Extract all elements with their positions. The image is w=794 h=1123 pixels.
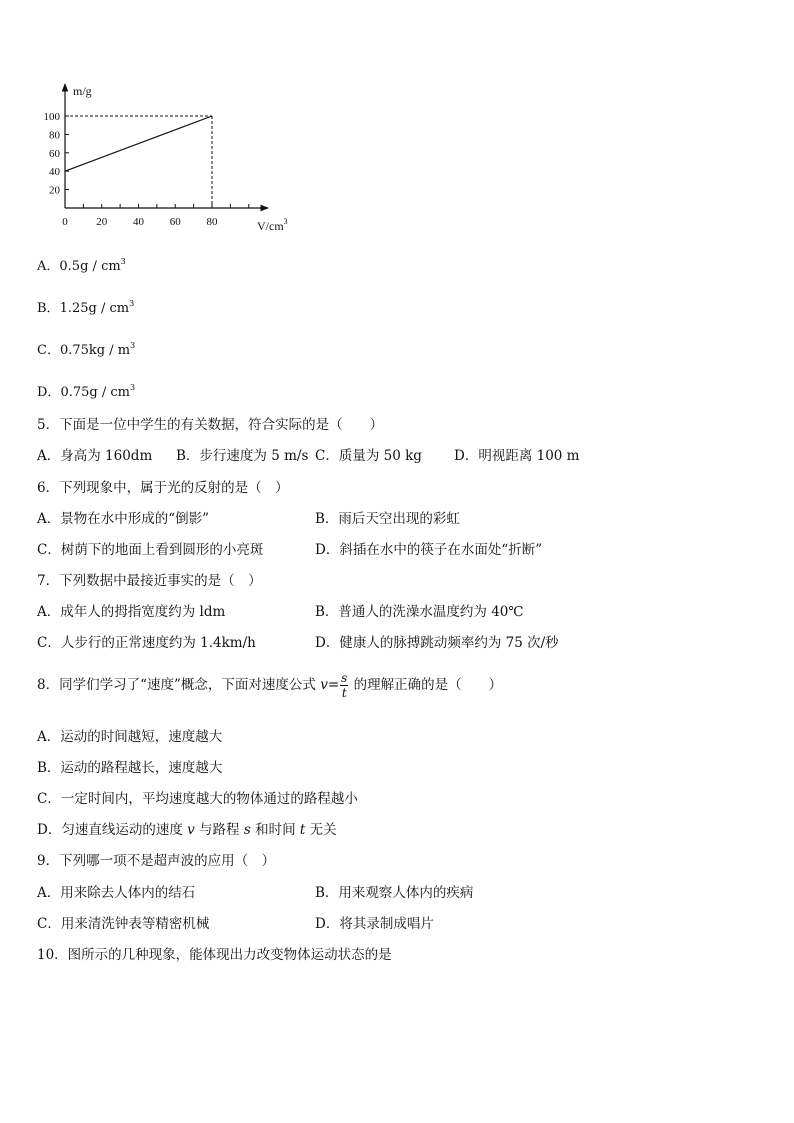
q9-option-d: D．将其录制成唱片 (315, 916, 434, 932)
x-axis-label: $V/cm^3$ (257, 217, 288, 233)
data-series-line (65, 116, 212, 171)
y-tick-label: 60 (49, 147, 60, 160)
q8-option-a: A．运动的时间越短，速度越大 (37, 729, 223, 745)
x-tick-label: 80 (206, 216, 218, 228)
q5-option-b: B．步行速度为 5 m/s (176, 448, 309, 464)
q10-stem: 10．图所示的几种现象，能体现出力改变物体运动状态的是 (37, 947, 392, 963)
q6-option-b: B．雨后天空出现的彩虹 (315, 511, 460, 527)
y-tick-label: 40 (49, 166, 60, 179)
q9-stem: 9．下列哪一项不是超声波的应用（ ） (37, 853, 276, 869)
q7-option-a: A．成年人的拇指宽度约为 ldm (37, 604, 226, 620)
q4-option-c: C．$0.75kg / m^3$ (37, 341, 136, 358)
q6-option-a: A．景物在水中形成的“倒影” (37, 511, 210, 527)
q7-stem: 7．下列数据中最接近事实的是（ ） (37, 573, 262, 589)
formula-v: v (320, 677, 328, 693)
q8-option-c: C．一定时间内，平均速度越大的物体通过的路程越小 (37, 791, 358, 807)
x-tick-label: 0 (62, 216, 68, 228)
q6-option-c: C．树荫下的地面上看到圆形的小亮斑 (37, 542, 264, 558)
q7-option-c: C．人步行的正常速度约为 1.4km/h (37, 635, 256, 651)
q5-option-a: A．身高为 160dm (37, 448, 153, 464)
q9-option-b: B．用来观察人体内的疾病 (315, 885, 474, 901)
q4-option-b: B．$1.25g / cm^3$ (37, 299, 135, 316)
x-tick-label: 40 (133, 216, 144, 228)
mass-volume-graph (30, 78, 310, 238)
q5-option-c: C．质量为 50 kg (315, 448, 422, 464)
y-tick-label: 20 (49, 184, 60, 197)
q9-option-a: A．用来除去人体内的结石 (37, 885, 196, 901)
x-tick-label: 60 (169, 216, 181, 228)
q4-option-d: D．$0.75g / cm^3$ (37, 383, 136, 400)
y-tick-label: 80 (49, 129, 60, 142)
q8-option-b: B．运动的路程越长，速度越大 (37, 760, 223, 776)
q6-option-d: D．斜插在水中的筷子在水面处“折断” (315, 542, 543, 558)
q5-option-d: D．明视距离 100 m (454, 448, 580, 464)
x-tick-label: 20 (96, 216, 108, 228)
q8-stem: 8．同学们学习了“速度”概念，下面对速度公式 v= $\frac{s}{t}$ 的理解正确的是（ ） (37, 671, 503, 700)
formula-fraction: $\frac{s}{t}$ (341, 671, 348, 700)
q7-option-b: B．普通人的洗澡水温度约为 40℃ (315, 604, 524, 620)
y-axis-label: m/g (73, 84, 92, 98)
q5-stem: 5．下面是一位中学生的有关数据，符合实际的是（ ） (37, 417, 384, 433)
axis-ticks (65, 116, 249, 208)
q9-option-c: C．用来清洗钟表等精密机械 (37, 916, 210, 932)
q8-option-d: D．匀速直线运动的速度 v 与路程 s 和时间 t 无关 (37, 822, 337, 838)
y-tick-label: 100 (43, 111, 60, 123)
q7-option-d: D．健康人的脉搏跳动频率约为 75 次/秒 (315, 635, 559, 651)
q6-stem: 6．下列现象中，属于光的反射的是（ ） (37, 480, 289, 496)
q4-option-a: A．$0.5g / cm^3$ (37, 257, 126, 274)
